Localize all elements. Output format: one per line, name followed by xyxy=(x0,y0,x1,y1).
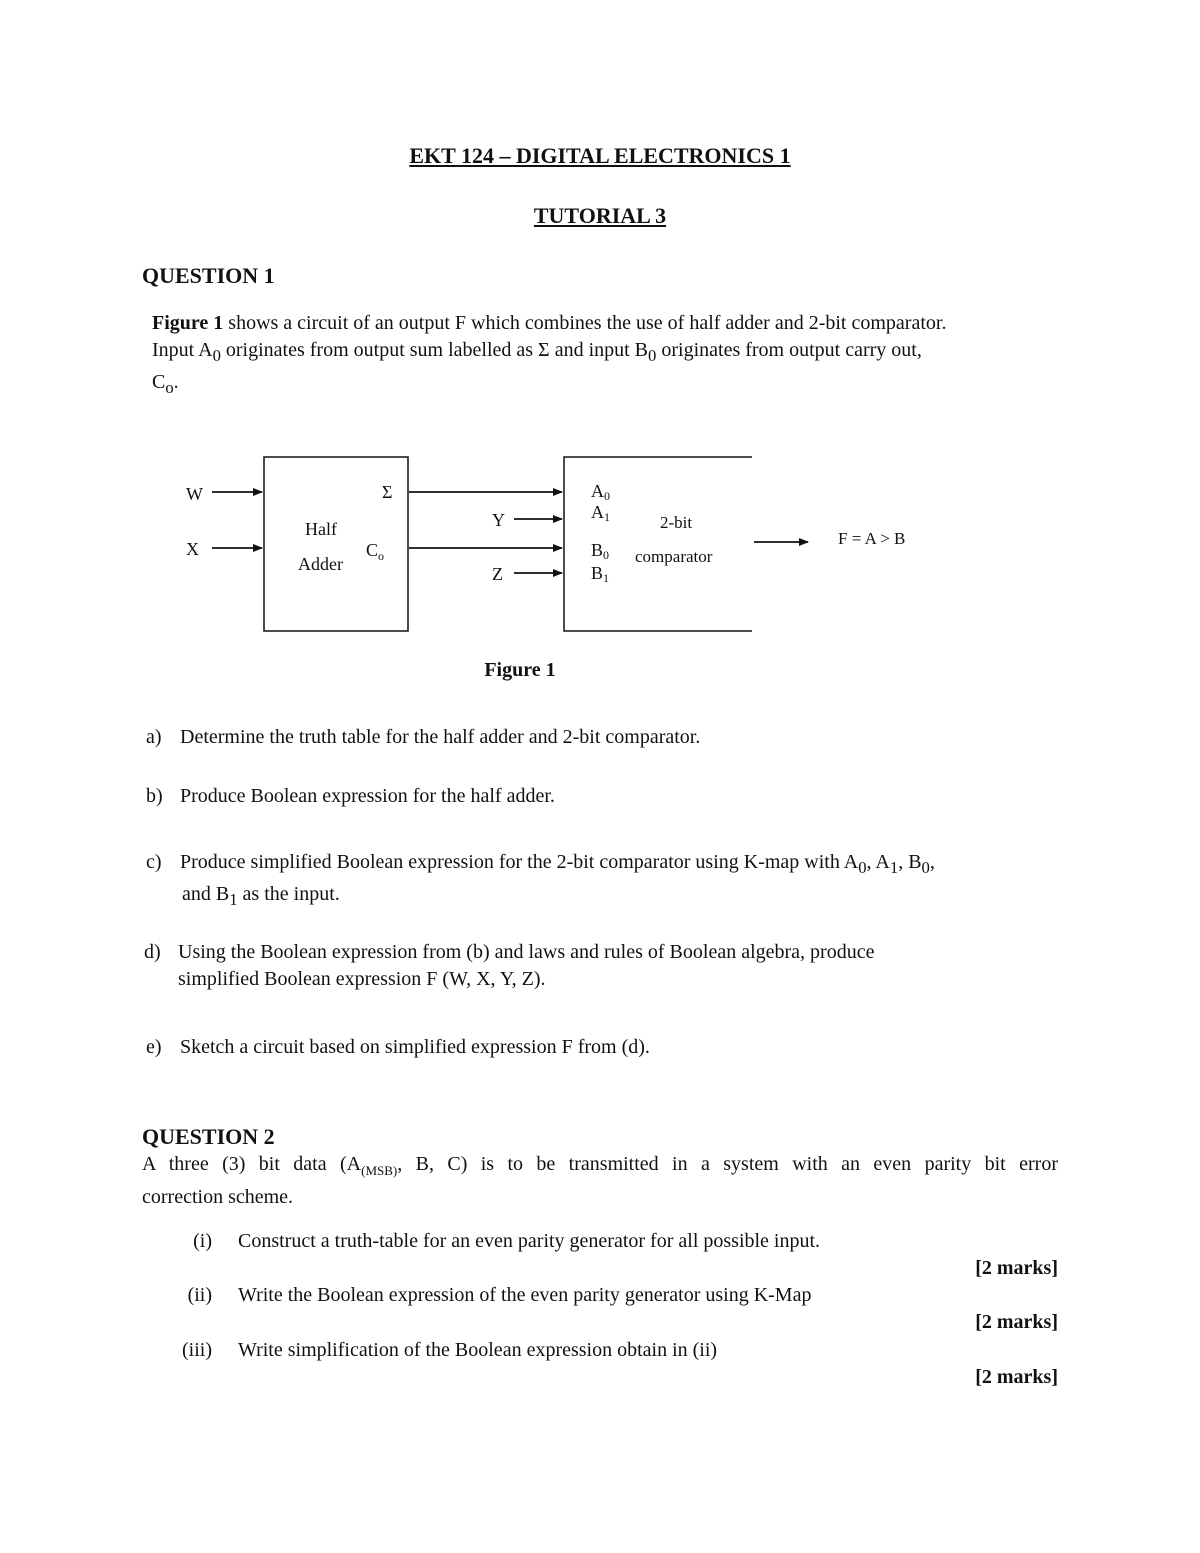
q2-sub-iii: (iii) Write simplification of the Boolean expression obtain in (ii) [2 marks] xyxy=(142,1337,1058,1387)
half-adder-label-1: Half xyxy=(305,519,337,539)
marks-ii: [2 marks] xyxy=(975,1311,1058,1333)
question-2-intro: A three (3) bit data ($A_{(MSB)}$, B, C) is to be transmitted in a system with an even parity bit error correction scheme. xyxy=(142,1153,1058,1208)
q1-item-b: b) Produce Boolean expression for the half adder. xyxy=(146,785,555,807)
marks-iii: [2 marks] xyxy=(975,1366,1058,1388)
input-y-label: Y xyxy=(492,510,505,530)
tutorial-title: TUTORIAL 3 xyxy=(533,203,667,228)
marks-i: [2 marks] xyxy=(975,1257,1058,1279)
a0-label: A0 xyxy=(591,481,610,503)
figure-1-diagram xyxy=(0,440,1200,650)
b0-label: B0 xyxy=(591,540,610,562)
input-x-label: X xyxy=(186,539,199,559)
a1-label: A1 xyxy=(591,502,610,524)
figure-caption: Figure 1 xyxy=(484,659,556,681)
q1-item-e: e) Sketch a circuit based on simplified expression F from (d). xyxy=(146,1036,650,1058)
figure-ref: Figure 1 xyxy=(152,312,224,334)
input-w-label: W xyxy=(186,484,203,504)
q2-sub-i: (i) Construct a truth-table for an even parity generator for all possible input. [2 marks] xyxy=(142,1228,1058,1278)
input-z-label: Z xyxy=(492,564,503,584)
q2-sub-ii: (ii) Write the Boolean expression of the even parity generator using K-Map [2 marks] xyxy=(142,1282,1058,1332)
q1-item-d: d) Using the Boolean expression from (b) and laws and rules of Boolean algebra, produce simplified Boolean expression F (W, X, Y, Z). xyxy=(144,941,875,990)
question-1-heading: QUESTION 1 xyxy=(142,263,275,288)
question-1-intro: Figure 1 shows a circuit of an output F which combines the use of half adder and 2-bit comparator. Input $A_0$ originates from output sum labelled as Σ and input $B_0$ originates from output carry out, $C_o$. xyxy=(152,312,947,397)
sum-output-label: Σ xyxy=(382,482,393,502)
question-2-heading: QUESTION 2 xyxy=(142,1124,275,1149)
b1-label: B1 xyxy=(591,563,610,585)
q1-item-c: c) Produce simplified Boolean expression for the 2-bit comparator using K-map with $A_0$, $A_1$, $B_0$, and $B_1$ as the input. xyxy=(146,851,935,909)
half-adder-label-2: Adder xyxy=(298,554,343,574)
comparator-label-2: comparator xyxy=(635,547,713,566)
output-f-label: F = A > B xyxy=(838,529,906,548)
course-title: EKT 124 – DIGITAL ELECTRONICS 1 xyxy=(409,143,791,168)
carry-output-label: $C_o$ xyxy=(366,540,385,563)
q1-item-a: a) Determine the truth table for the half adder and 2-bit comparator. xyxy=(146,726,701,748)
comparator-label-1: 2-bit xyxy=(660,513,693,532)
